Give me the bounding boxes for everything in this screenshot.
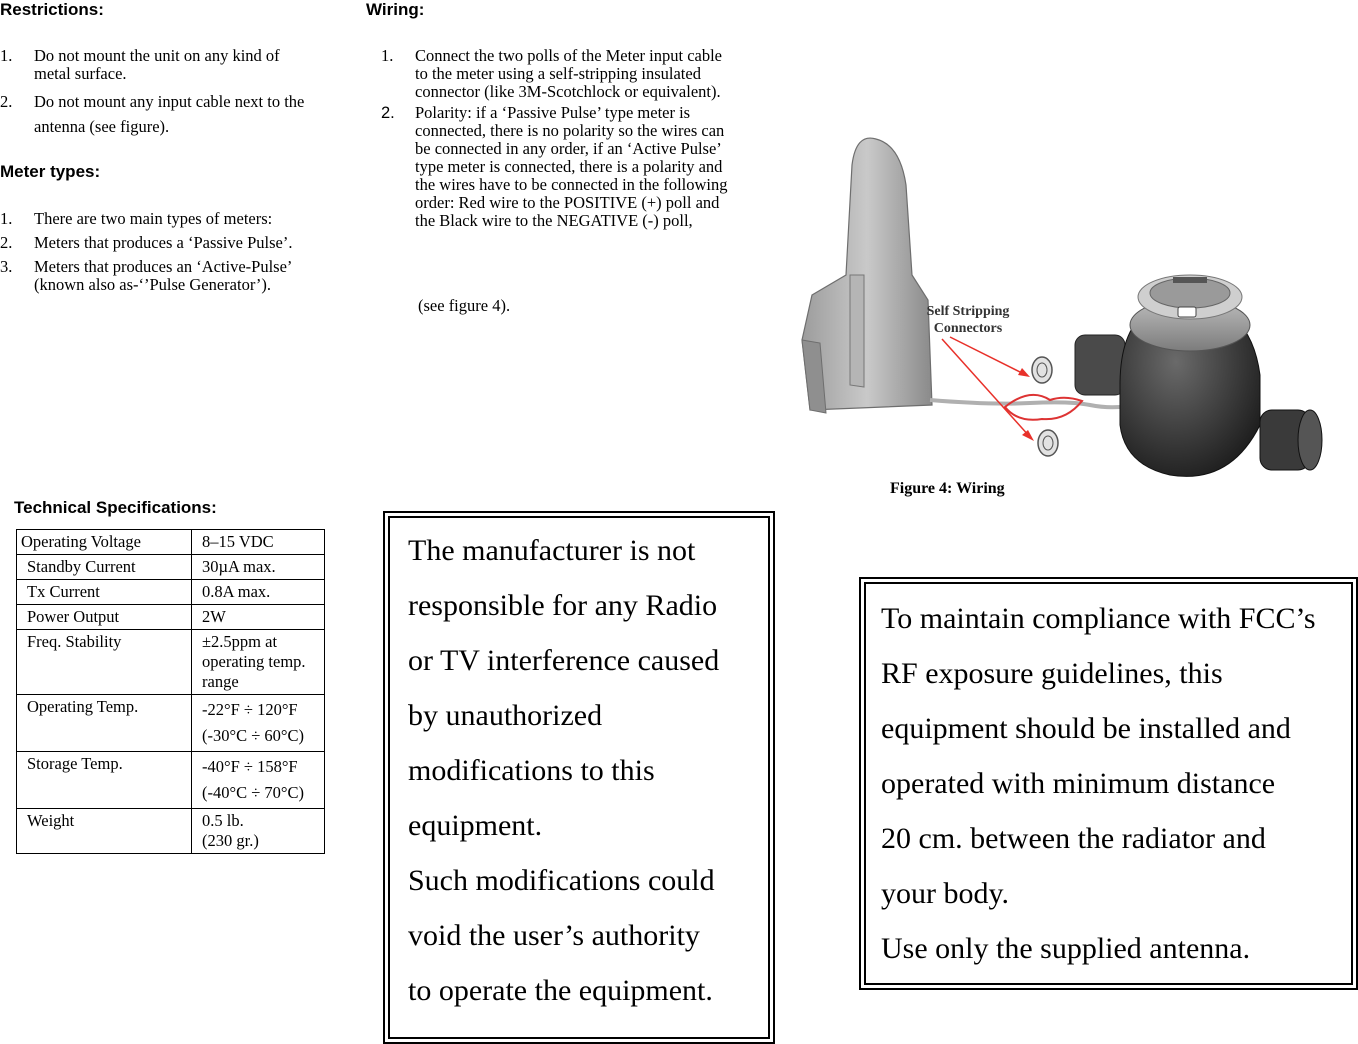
callout-label-line1: Self Stripping xyxy=(926,304,1010,319)
list-number: 2. xyxy=(0,233,13,252)
spec-value: ±2.5ppm at operating temp. range xyxy=(192,630,325,695)
list-item xyxy=(381,47,736,101)
spec-label: Operating Temp. xyxy=(17,695,192,752)
spec-value: -22°F ÷ 120°F (-30°C ÷ 60°C) xyxy=(192,695,325,752)
manufacturer-notice-text: The manufacturer is not responsible for any Radio or TV interference caused by unauthorized modifications to this equipment. Such modifications could void the user’s authority to operate the equipment. xyxy=(408,534,720,1007)
list-text: Polarity: if a ‘Passive Pulse’ type meter is connected, there is no polarity so the wires can be connected in any order, if an ‘Active Pulse’ type meter is connected, there is a polarity and the wires have to be connected in the following order: Red wire to the POSITIVE (+) poll and the Black wire to the NEGATIVE (-) poll, xyxy=(415,103,728,230)
spec-value: -40°F ÷ 158°F (-40°C ÷ 70°C) xyxy=(192,752,325,809)
wiring-list xyxy=(381,47,736,230)
spec-label: Storage Temp. xyxy=(17,752,192,809)
callout-label-line2: Connectors xyxy=(933,321,1003,336)
list-item xyxy=(0,89,320,139)
list-text: Do not mount the unit on any kind of metal surface. xyxy=(34,46,280,83)
table-row xyxy=(17,752,325,809)
spec-value: 0.8A max. xyxy=(192,580,325,605)
fcc-notice-box xyxy=(859,577,1358,990)
spec-label: Freq. Stability xyxy=(17,630,192,695)
list-number: 1. xyxy=(381,46,394,65)
list-item xyxy=(381,104,735,230)
list-number: 2. xyxy=(0,92,13,111)
list-text: There are two main types of meters: xyxy=(34,209,273,228)
list-text: Meters that produces a ‘Passive Pulse’. xyxy=(34,233,293,252)
see-figure-text: (see figure 4). xyxy=(418,296,511,315)
connector-icon xyxy=(1032,357,1052,383)
table-row xyxy=(17,695,325,752)
table-row xyxy=(17,630,325,695)
spec-value: 8–15 VDC xyxy=(192,530,325,555)
connector-icon xyxy=(1038,430,1058,456)
restrictions-list xyxy=(0,47,320,139)
spec-value: 30µA max. xyxy=(192,555,325,580)
list-item xyxy=(0,210,322,228)
table-row xyxy=(17,605,325,630)
list-text: Meters that produces an ‘Active-Pulse’ (known also as-‘’Pulse Generator’). xyxy=(34,257,292,294)
table-row xyxy=(17,530,325,555)
meter-types-heading: Meter types: xyxy=(0,162,101,181)
figure-caption: Figure 4: Wiring xyxy=(890,480,1005,497)
spec-label: Standby Current xyxy=(17,555,192,580)
list-item xyxy=(0,47,320,83)
wire-loop xyxy=(1005,395,1082,420)
spec-label: Operating Voltage xyxy=(17,530,192,555)
table-row xyxy=(17,555,325,580)
meter-types-list xyxy=(0,210,322,294)
transmitter-unit xyxy=(802,138,932,413)
table-row xyxy=(17,580,325,605)
restrictions-heading: Restrictions: xyxy=(0,0,104,19)
specs-heading: Technical Specifications: xyxy=(14,498,217,517)
wiring-heading: Wiring: xyxy=(366,0,425,19)
list-text: Connect the two polls of the Meter input cable to the meter using a self-stripping insulated connector (like 3M-Scotchlock or equivalent). xyxy=(415,46,723,101)
fcc-notice-text: To maintain compliance with FCC’s RF exposure guidelines, this equipment should be installed and operated with minimum distance 20 cm. between the radiator and your body. Use only the supplied antenna. xyxy=(881,602,1316,965)
spec-label: Tx Current xyxy=(17,580,192,605)
table-row xyxy=(17,809,325,854)
manufacturer-notice-box xyxy=(383,511,775,1044)
spec-label: Power Output xyxy=(17,605,192,630)
list-item xyxy=(0,258,304,294)
list-number: 1. xyxy=(0,46,13,65)
water-meter xyxy=(1075,275,1322,476)
list-text: Do not mount any input cable next to the antenna (see figure). xyxy=(34,92,305,136)
list-number: 1. xyxy=(0,209,13,228)
list-number: 3. xyxy=(0,257,13,276)
list-number: 2. xyxy=(381,104,395,122)
list-item xyxy=(0,234,294,252)
specs-table xyxy=(16,529,325,854)
spec-label: Weight xyxy=(17,809,192,854)
wiring-figure xyxy=(790,125,1330,485)
spec-value: 2W xyxy=(192,605,325,630)
spec-value: 0.5 lb. (230 gr.) xyxy=(192,809,325,854)
